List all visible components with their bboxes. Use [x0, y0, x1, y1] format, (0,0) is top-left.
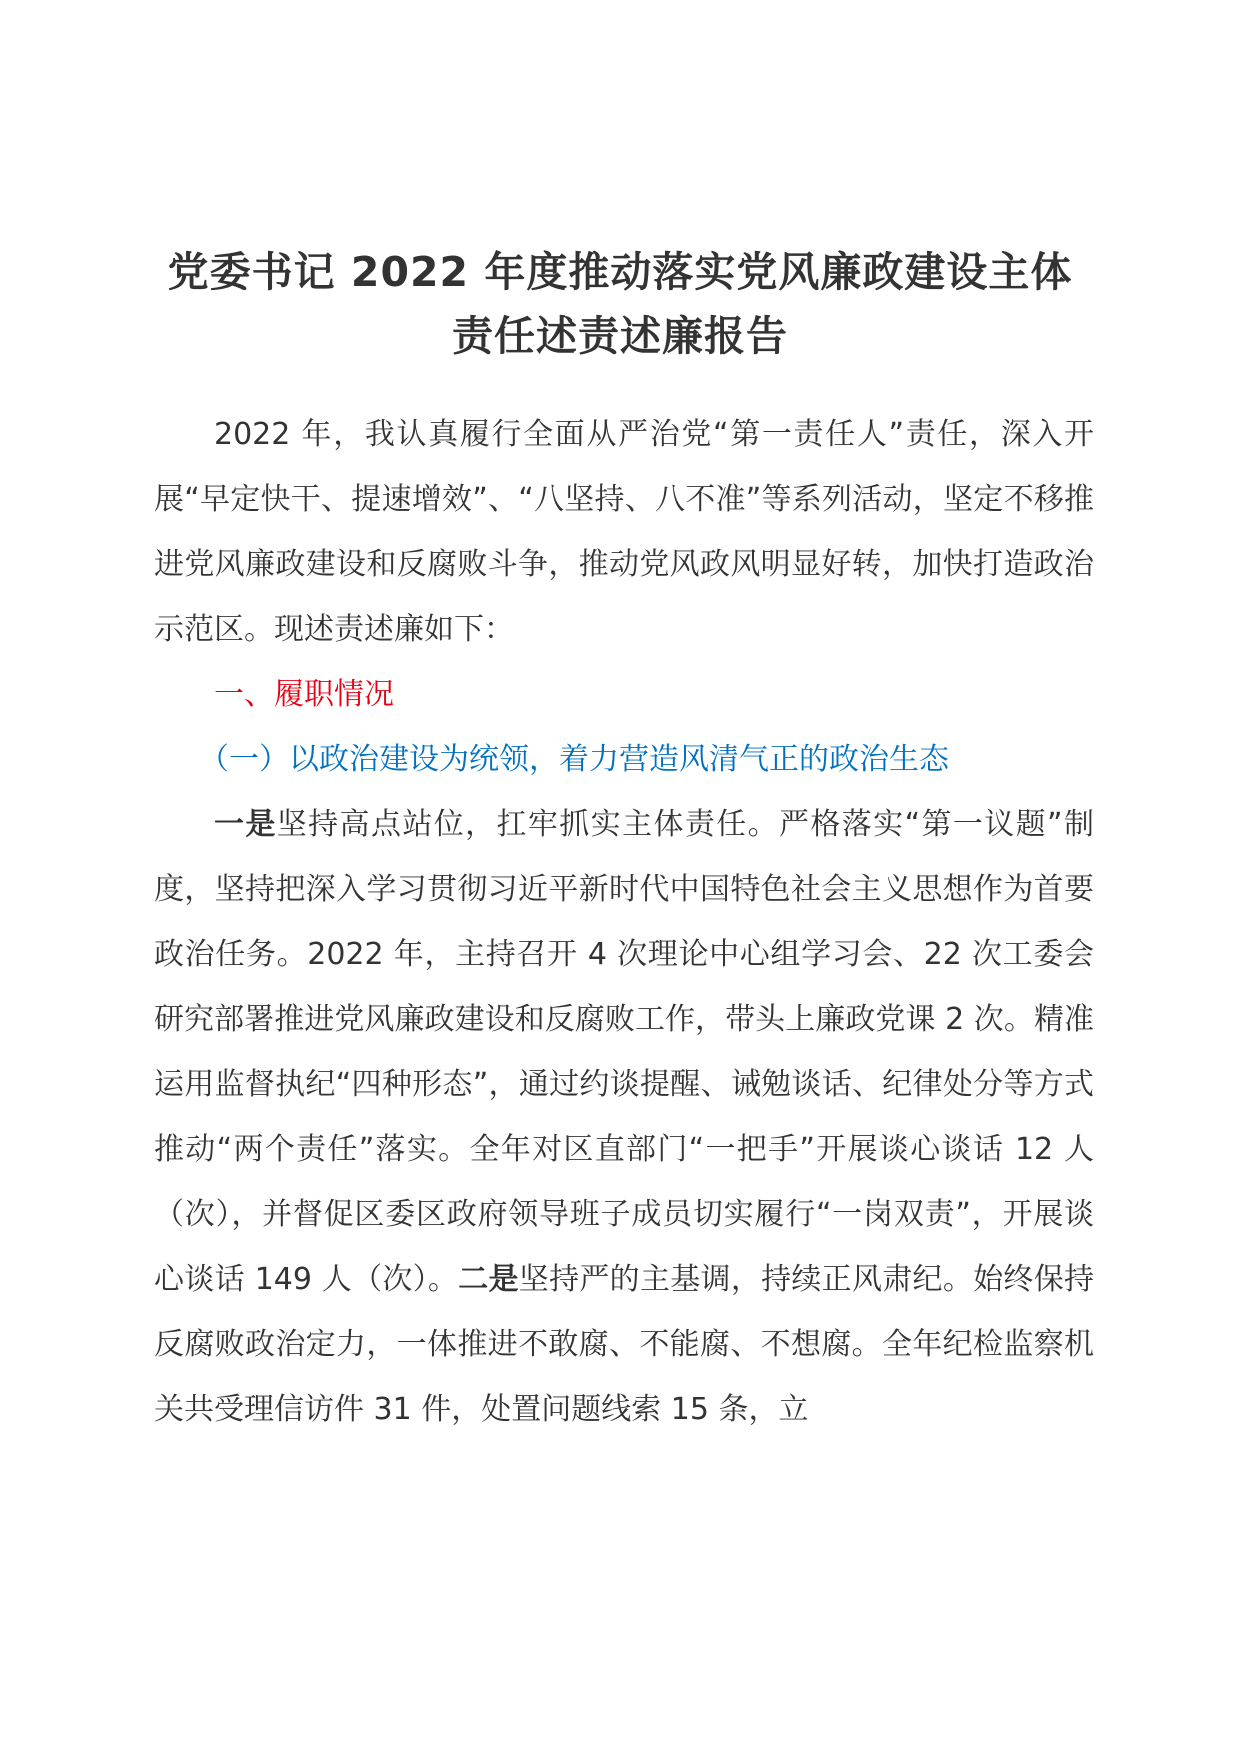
point-2-lead: 二是: [458, 1262, 519, 1297]
subsection-heading-political-building: （一）以政治建设为统领，着力营造风清气正的政治生态: [199, 742, 949, 777]
points-paragraph: [154, 792, 1094, 1442]
document-title: 党委书记 2022 年度推动落实党风廉政建设主体责任述责述廉报告: [167, 248, 1073, 360]
document-body: [154, 402, 1094, 1442]
intro-paragraph: 2022 年，我认真履行全面从严治党“第一责任人”责任，深入开展“早定快干、提速增效”、“八坚持、八不准”等系列活动，坚定不移推进党风廉政建设和反腐败斗争，推动党风政风明显好转，加快打造政治示范区。现述责述廉如下：: [154, 417, 1094, 647]
point-1-lead: 一是: [214, 807, 277, 842]
section-heading-performance: 一、履职情况: [214, 677, 394, 712]
point-1-text: 坚持高点站位，扛牢抓实主体责任。严格落实“第一议题”制度，坚持把深入学习贯彻习近平新时代中国特色社会主义思想作为首要政治任务。2022 年，主持召开 4 次理论中心组学习会、22 次工委会研究部署推进党风廉政建设和反腐败工作，带头上廉政党课 2 次。精准运用监督执纪“四种形态”，通过约谈提醒、诫勉谈话、纪律处分等方式推动“两个责任”落实。全年对区直部门“一把手”开展谈心谈话 12 人（次），并督促区委区政府领导班子成员切实履行“一岗双责”，开展谈心谈话 149 人（次）。: [154, 807, 1094, 1297]
point-2-text: 坚持严的主基调，持续正风肃纪。始终保持反腐败政治定力，一体推进不敢腐、不能腐、不想腐。全年纪检监察机关共受理信访件 31 件，处置问题线索 15 条，立: [154, 1262, 1094, 1427]
